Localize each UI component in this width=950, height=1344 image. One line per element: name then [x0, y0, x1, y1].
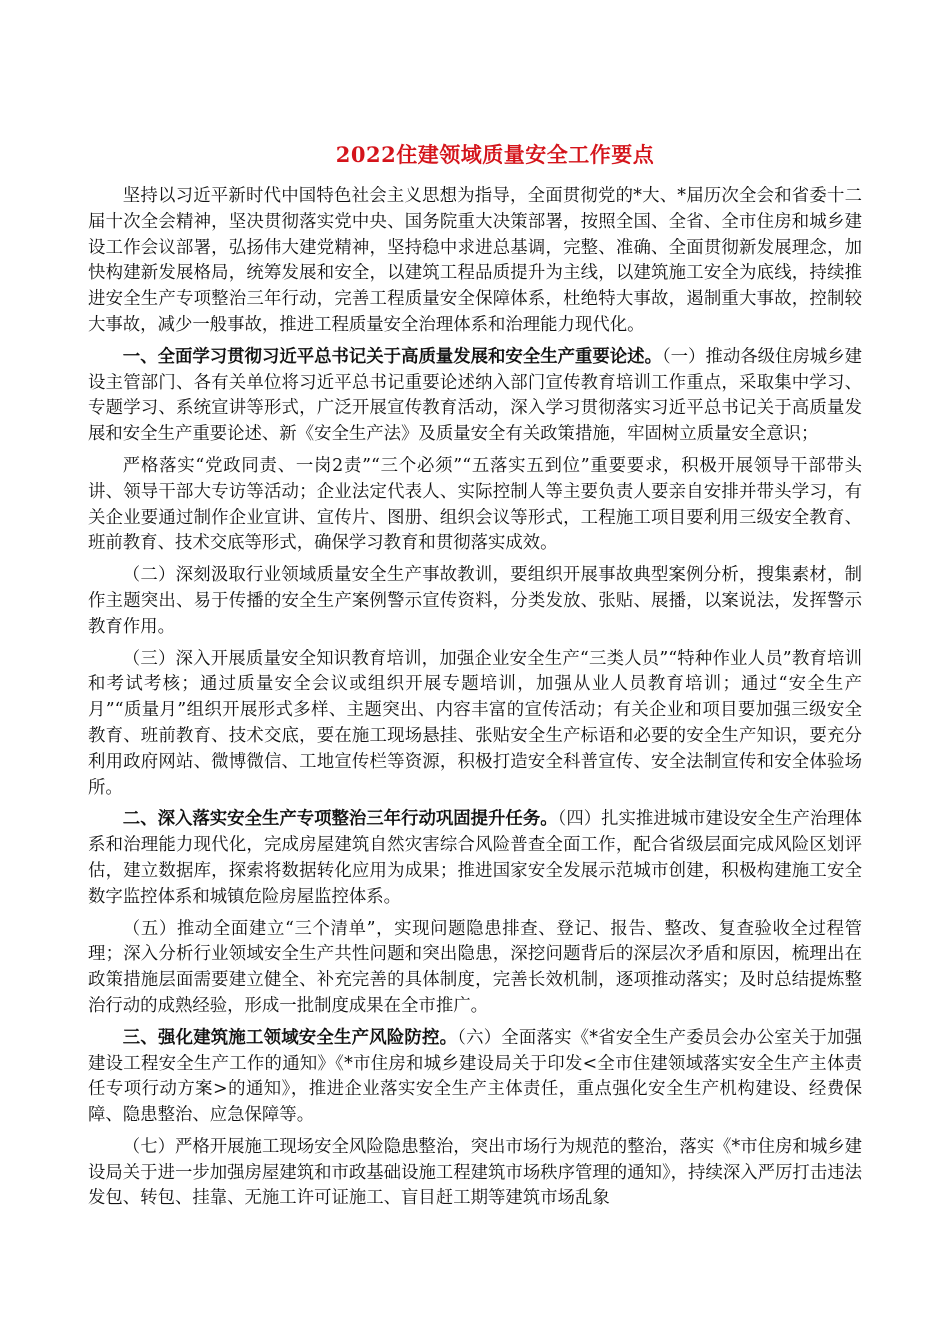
section-2-text: （四）扎实推进城市建设安全生产治理体系和治理能力现代化，完成房屋建筑自然灾害综合风险普查全面工作，配合省级层面完成风险区划评估，建立数据库，探索将数据转化应用为成果；推进国家安全发展示范城市创建，积极构建施工安全数字监控体系和城镇危险房屋监控体系。 [88, 809, 862, 907]
section-2-paragraph [88, 807, 862, 910]
document-title: 2022住建领域质量安全工作要点 [335, 142, 655, 167]
section-3-heading: 三、强化建筑施工领域安全生产风险防控。 [122, 1027, 458, 1048]
section-2-heading: 二、深入落实安全生产专项整治三年行动巩固提升任务。 [122, 809, 558, 830]
document-page [88, 140, 862, 1218]
paragraph-item-2: （二）深刻汲取行业领域质量安全生产事故教训，要组织开展事故典型案例分析，搜集素材，制作主题突出、易于传播的安全生产案例警示宣传资料，分类发放、张贴、展播，以案说法，发挥警示教育作用。 [88, 565, 862, 637]
section-1-paragraph [88, 345, 862, 448]
section-3-paragraph [88, 1026, 862, 1129]
section-1-text: （一）推动各级住房城乡建设主管部门、各有关单位将习近平总书记重要论述纳入部门宣传教育培训工作重点，采取集中学习、专题学习、系统宣讲等形式，广泛开展宣传教育活动，深入学习贯彻落实习近平总书记关于高质量发展和安全生产重要论述、新《安全生产法》及质量安全有关政策措施，牢固树立质量安全意识； [88, 346, 862, 445]
paragraph-item-7: （七）严格开展施工现场安全风险隐患整治，突出市场行为规范的整治，落实《*市住房和城乡建设局关于进一步加强房屋建筑和市政基础设施工程建筑市场秩序管理的通知》，持续深入严厉打击违法发包、转包、挂靠、无施工许可证施工、盲目赶工期等建筑市场乱象 [88, 1136, 862, 1209]
paragraph-responsibility: 严格落实“党政同责、一岗2责”“三个必须”“五落实五到位”重要要求，积极开展领导干部带头讲、领导干部大专访等活动；企业法定代表人、实际控制人等主要负责人要亲自安排并带头学习，有关企业要通过制作企业宣讲、宣传片、图册、组织会议等形式，工程施工项目要利用三级安全教育、班前教育、技术交底等形式，确保学习教育和贯彻落实成效。 [88, 455, 862, 554]
section-1-heading: 一、全面学习贯彻习近平总书记关于高质量发展和安全生产重要论述。 [122, 346, 662, 367]
paragraph-item-3: （三）深入开展质量安全知识教育培训，加强企业安全生产“三类人员”“特种作业人员”教育培训和考试考核；通过质量安全会议或组织开展专题培训，加强从业人员教育培训；通过“安全生产月”“质量月”组织开展形式多样、主题突出、内容丰富的宣传活动；有关企业和项目要加强三级安全教育、班前教育、技术交底，要在施工现场悬挂、张贴安全生产标语和必要的安全生产知识，要充分利用政府网站、微博微信、工地宣传栏等资源，积极打造安全科普宣传、安全法制宣传和安全体验场所。 [88, 648, 862, 798]
paragraph-item-5: （五）推动全面建立“三个清单”，实现问题隐患排查、登记、报告、整改、复查验收全过程管理；深入分析行业领域安全生产共性问题和突出隐患，深挖问题背后的深层次矛盾和原因，梳理出在政策措施层面需要建立健全、补充完善的具体制度，完善长效机制，逐项推动落实；及时总结提炼整治行动的成熟经验，形成一批制度成果在全市推广。 [88, 918, 862, 1016]
intro-paragraph: 坚持以习近平新时代中国特色社会主义思想为指导，全面贯彻党的*大、*届历次全会和省委十二届十次全会精神，坚决贯彻落实党中央、国务院重大决策部署，按照全国、全省、全市住房和城乡建设工作会议部署，弘扬伟大建党精神，坚持稳中求进总基调，完整、准确、全面贯彻新发展理念，加快构建新发展格局，统筹发展和安全，以建筑工程品质提升为主线，以建筑施工安全为底线，持续推进安全生产专项整治三年行动，完善工程质量安全保障体系，杜绝特大事故，遏制重大事故，控制较大事故，减少一般事故，推进工程质量安全治理体系和治理能力现代化。 [88, 186, 862, 335]
section-3-text: （六）全面落实《*省安全生产委员会办公室关于加强建设工程安全生产工作的通知》《*市住房和城乡建设局关于印发<全市住建领域落实安全生产主体责任专项行动方案>的通知》，推进企业落实安全生产主体责任，重点强化安全生产机构建设、经费保障、隐患整治、应急保障等。 [88, 1027, 862, 1126]
